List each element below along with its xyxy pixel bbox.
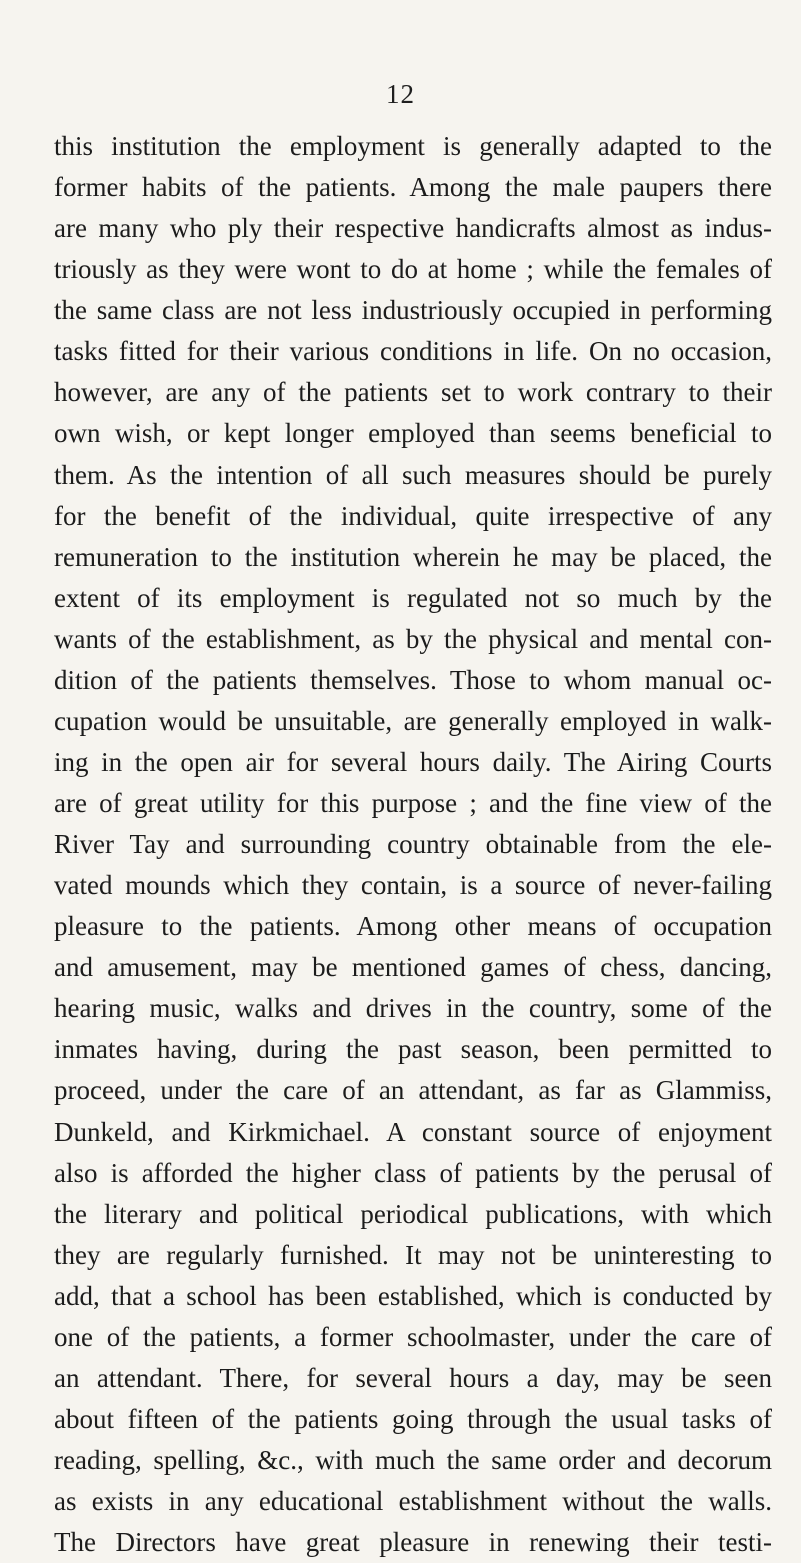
text-line: tasks fitted for their various conditions in life. On no occasion, bbox=[54, 336, 772, 367]
text-line: vated mounds which they contain, is a source of never-failing bbox=[54, 870, 772, 901]
text-line: they are regularly furnished. It may not be uninteresting to bbox=[54, 1239, 772, 1270]
text-line: add, that a school has been established, which is conducted by bbox=[54, 1280, 772, 1311]
text-line: however, are any of the patients set to work contrary to their bbox=[54, 377, 772, 408]
text-line: hearing music, walks and drives in the country, some of the bbox=[54, 993, 772, 1024]
text-line: about fifteen of the patients going through the usual tasks of bbox=[54, 1403, 772, 1434]
text-line: The Directors have great pleasure in renewing their testi- bbox=[54, 1527, 772, 1558]
text-line: are many who ply their respective handicrafts almost as indus- bbox=[54, 213, 772, 244]
text-line: also is afforded the higher class of patients by the perusal of bbox=[54, 1157, 772, 1188]
text-line: this institution the employment is generally adapted to the bbox=[54, 131, 772, 161]
text-line: River Tay and surrounding country obtainable from the ele- bbox=[54, 829, 772, 860]
text-line: ing in the open air for several hours daily. The Airing Courts bbox=[54, 746, 772, 777]
text-line: pleasure to the patients. Among other means of occupation bbox=[54, 911, 772, 942]
text-line: dition of the patients themselves. Those to whom manual oc- bbox=[54, 664, 772, 695]
text-line: inmates having, during the past season, been permitted to bbox=[54, 1034, 772, 1065]
text-line: the literary and political periodical publications, with which bbox=[54, 1198, 772, 1229]
text-line: reading, spelling, &c., with much the same order and decorum bbox=[54, 1445, 772, 1475]
text-line: remuneration to the institution wherein he may be placed, the bbox=[54, 541, 772, 572]
text-line: the same class are not less industriously occupied in performing bbox=[54, 295, 772, 326]
text-line: triously as they were wont to do at home ; while the females of bbox=[54, 254, 772, 285]
text-line: own wish, or kept longer employed than seems beneficial to bbox=[54, 418, 772, 449]
text-line: wants of the establishment, as by the physical and mental con- bbox=[54, 623, 772, 654]
body-text bbox=[54, 126, 772, 1563]
text-line: for the benefit of the individual, quite irrespective of any bbox=[54, 500, 772, 531]
text-line: Dunkeld, and Kirkmichael. A constant source of enjoyment bbox=[54, 1116, 772, 1147]
text-line: one of the patients, a former schoolmaster, under the care of bbox=[54, 1321, 772, 1352]
page-number: 12 bbox=[386, 79, 415, 109]
text-line: extent of its employment is regulated not so much by the bbox=[54, 582, 772, 613]
text-line: former habits of the patients. Among the male paupers there bbox=[54, 172, 772, 203]
text-line: and amusement, may be mentioned games of chess, dancing, bbox=[54, 952, 772, 983]
text-line: them. As the intention of all such measures should be purely bbox=[54, 459, 772, 490]
text-line: an attendant. There, for several hours a day, may be seen bbox=[54, 1362, 772, 1393]
text-line: are of great utility for this purpose ; and the fine view of the bbox=[54, 788, 772, 818]
text-line: as exists in any educational establishment without the walls. bbox=[54, 1486, 772, 1517]
text-line: cupation would be unsuitable, are generally employed in walk- bbox=[54, 705, 772, 736]
text-line: proceed, under the care of an attendant, as far as Glammiss, bbox=[54, 1075, 772, 1106]
